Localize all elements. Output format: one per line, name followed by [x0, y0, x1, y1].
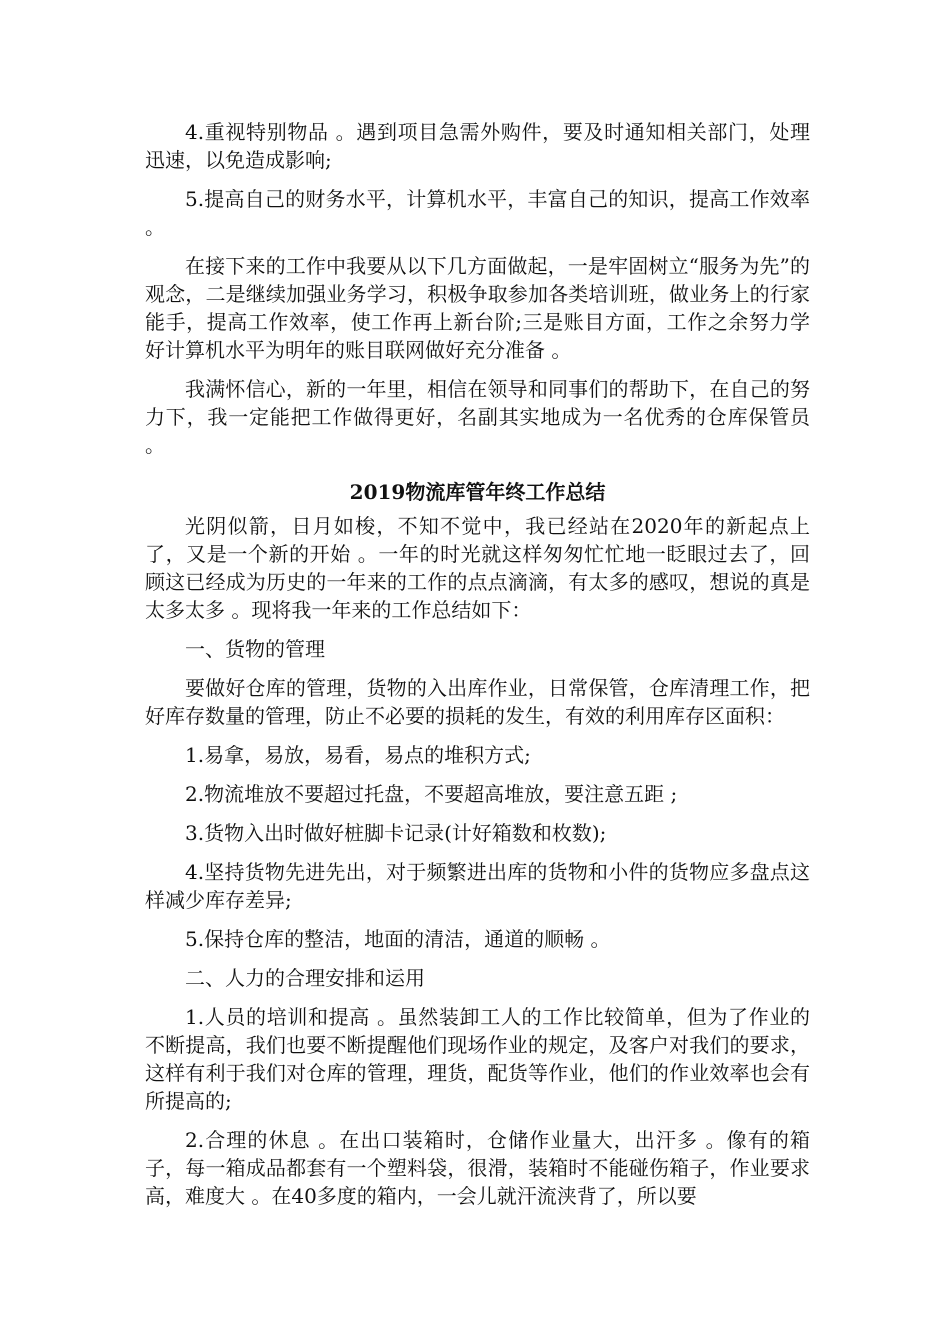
list-item: 5.保持仓库的整洁，地面的清洁，通道的顺畅 。 [185, 927, 611, 951]
paragraph: 我满怀信心，新的一年里，相信在领导和同事们的帮助下，在自己的努力下，我一定能把工作做得更好，名副其实地成为一名优秀的仓库保管员 。 [145, 377, 810, 457]
paragraph: 要做好仓库的管理，货物的入出库作业，日常保管，仓库清理工作，把好库存数量的管理，防止不必要的损耗的发生，有效的利用库存区面积： [145, 676, 810, 728]
list-item: 1.人员的培训和提高 。虽然装卸工人的工作比较简单，但为了作业的不断提高，我们也要不断提醒他们现场作业的规定，及客户对我们的要求，这样有利于我们对仓库的管理，理货，配货等作业，他们的作业效率也会有所提高的; [145, 1005, 810, 1113]
list-item: 2.物流堆放不要超过托盘，不要超高堆放，要注意五距 ; [185, 782, 678, 806]
list-item: 4.坚持货物先进先出，对于频繁进出库的货物和小件的货物应多盘点这样减少库存差异; [145, 860, 810, 912]
section-title: 2019物流库管年终工作总结 [349, 480, 606, 504]
list-item: 3.货物入出时做好桩脚卡记录(计好箱数和枚数); [185, 821, 607, 845]
list-item: 1.易拿，易放，易看，易点的堆积方式; [185, 743, 531, 767]
paragraph: 光阴似箭，日月如梭，不知不觉中，我已经站在2020年的新起点上了，又是一个新的开始 。一年的时光就这样匆匆忙忙地一眨眼过去了，回顾这已经成为历史的一年来的工作的点点滴滴，有太多的感叹，想说的真是太多太多 。现将我一年来的工作总结如下： [145, 514, 810, 622]
subheading: 二、人力的合理安排和运用 [185, 966, 425, 990]
subheading: 一、货物的管理 [185, 637, 325, 661]
paragraph: 在接下来的工作中我要从以下几方面做起，一是牢固树立“服务为先”的观念，二是继续加强业务学习，积极争取参加各类培训班，做业务上的行家能手，提高工作效率，使工作再上新台阶;三是账目方面，工作之余努力学好计算机水平为明年的账目联网做好充分准备 。 [145, 254, 810, 362]
paragraph: 5.提高自己的财务水平，计算机水平，丰富自己的知识，提高工作效率 。 [145, 187, 810, 239]
paragraph: 4.重视特别物品 。遇到项目急需外购件，要及时通知相关部门，处理迅速，以免造成影响; [145, 120, 810, 172]
document-page [145, 118, 810, 1221]
list-item: 2.合理的休息 。在出口装箱时，仓储作业量大，出汗多 。像有的箱子，每一箱成品都套有一个塑料袋，很滑，装箱时不能碰伤箱子，作业要求高，难度大 。在40多度的箱内，一会儿就汗流浃背了，所以要 [145, 1128, 810, 1208]
